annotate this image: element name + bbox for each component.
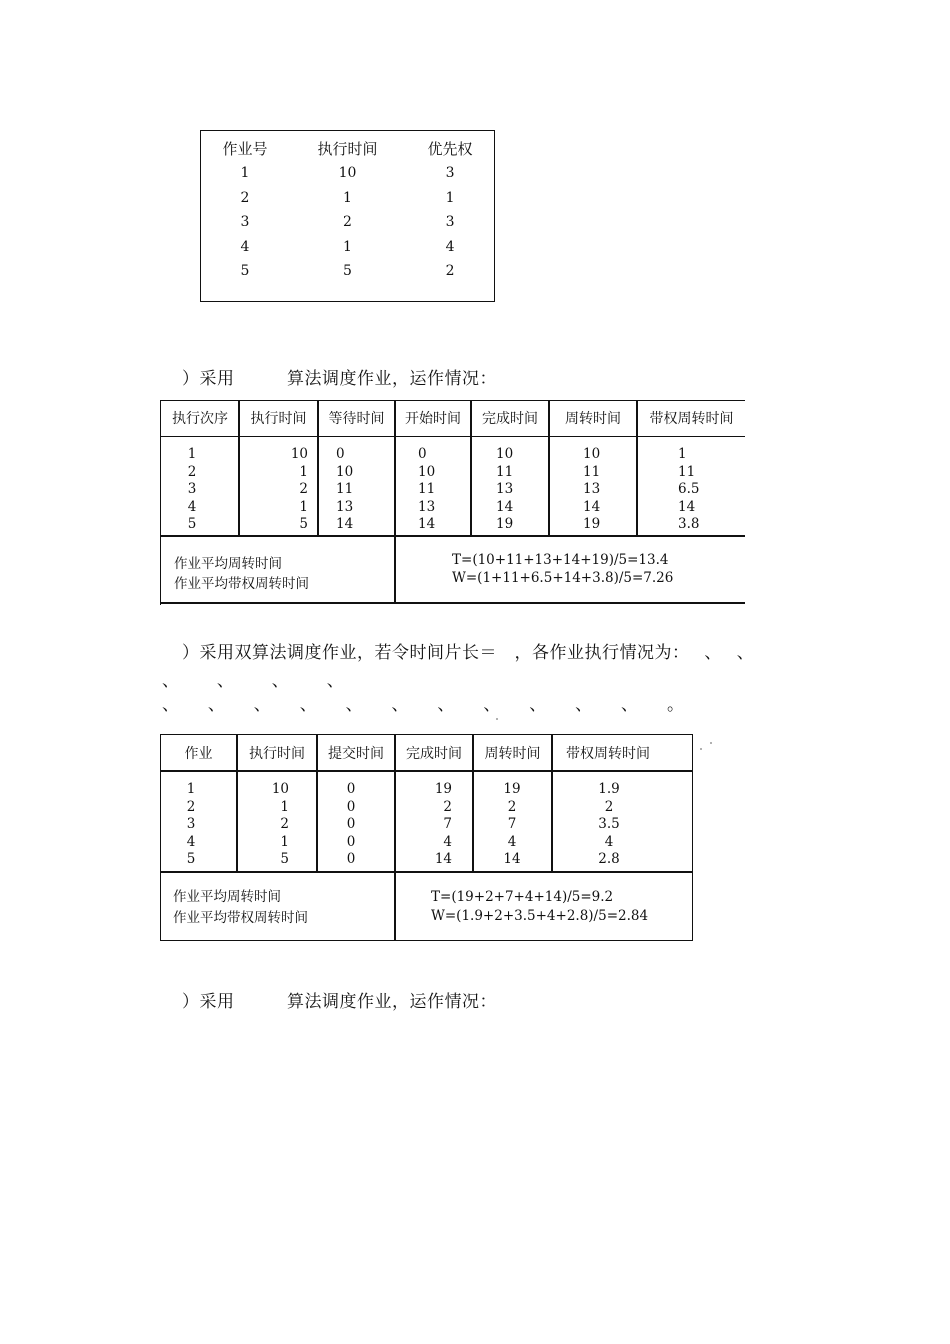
cell: 19 <box>503 781 521 797</box>
column-exec-time <box>249 781 289 869</box>
summary-column-divider <box>394 535 396 603</box>
cell: 5 <box>343 263 352 280</box>
cell: 5 <box>187 516 197 532</box>
cell: 14 <box>496 498 514 515</box>
header-finish-time: 完成时间 <box>406 746 462 762</box>
header-job: 作业 <box>184 746 213 762</box>
cell: 1 <box>678 446 687 462</box>
header-row-divider <box>161 770 692 772</box>
scan-speck <box>496 718 498 720</box>
cell: 4 <box>187 498 197 515</box>
column-finish-time <box>496 446 536 534</box>
header-weighted-turnaround: 带权周转时间 <box>649 411 734 427</box>
cell: 1 <box>343 238 352 255</box>
table-row <box>201 186 494 211</box>
column-exec-time <box>252 446 308 534</box>
column-weighted-turnaround <box>678 446 728 534</box>
header-exec-time: 执行时间 <box>249 746 305 762</box>
cell: 0 <box>346 833 356 850</box>
cell: 4 <box>445 238 455 255</box>
cell: 0 <box>336 446 345 462</box>
cell: 14 <box>336 516 354 532</box>
cell: 0 <box>346 798 356 815</box>
cell: 1 <box>280 798 289 815</box>
column-turnaround-time <box>497 781 527 869</box>
cell: 1 <box>299 463 308 480</box>
cell: 10 <box>271 781 289 797</box>
header-start-time: 开始时间 <box>405 411 461 427</box>
cell: 11 <box>496 463 514 480</box>
header-submit-time: 提交时间 <box>328 746 384 762</box>
scan-speck <box>710 742 712 744</box>
header-finish-time: 完成时间 <box>482 411 538 427</box>
column-weighted-turnaround <box>589 781 629 869</box>
cell: 7 <box>507 816 517 832</box>
cell: 14 <box>418 516 436 532</box>
cell: 10 <box>338 165 357 182</box>
summary-label-avg-weighted: 作业平均带权周转时间 <box>174 576 309 592</box>
cell: 14 <box>503 851 521 867</box>
cell: 2.8 <box>598 851 620 867</box>
cell: 3 <box>186 816 196 832</box>
cell: 11 <box>583 463 601 480</box>
cell: 5 <box>299 516 308 532</box>
cell: 19 <box>583 516 601 532</box>
summary-value-avg-weighted: W=(1+11+6.5+14+3.8)/5=7.26 <box>452 570 674 586</box>
cell: 1.9 <box>598 781 620 797</box>
cell: 1 <box>343 189 352 206</box>
cell: 6.5 <box>678 481 700 497</box>
cell: 2 <box>343 214 352 231</box>
cell: 19 <box>434 781 452 797</box>
header-wait-time: 等待时间 <box>328 411 385 427</box>
table-bottom-border <box>160 602 745 604</box>
cell: 1 <box>187 446 197 462</box>
cell: 3 <box>187 481 197 497</box>
column-exec-order <box>162 446 222 534</box>
cell: 3.5 <box>598 816 620 832</box>
cell: 5 <box>240 263 250 280</box>
paragraph-rr-intro-line1: ）采用双算法调度作业，若令时间片长＝ ，各作业执行情况为： 、 、 <box>182 643 755 663</box>
cell: 0 <box>418 446 427 462</box>
paragraph-rr-intro-line2: 、 、 、 、 <box>162 671 352 691</box>
header-job-id: 作业号 <box>222 139 268 158</box>
cell: 13 <box>418 498 436 515</box>
cell: 3 <box>445 214 455 231</box>
cell: 1 <box>240 165 250 182</box>
cell: 14 <box>434 851 452 867</box>
paragraph-priority-intro: ）采用 算法调度作业，运作情况： <box>182 992 497 1012</box>
cell: 2 <box>240 189 250 206</box>
cell: 2 <box>443 798 452 815</box>
summary-value-avg-turnaround: T=(10+11+13+14+19)/5=13.4 <box>452 552 669 568</box>
cell: 0 <box>346 781 356 797</box>
summary-label-avg-turnaround: 作业平均周转时间 <box>173 889 281 905</box>
cell: 4 <box>240 238 250 255</box>
cell: 2 <box>187 463 197 480</box>
summary-divider <box>160 535 745 537</box>
column-job <box>161 781 221 869</box>
column-start-time <box>418 446 458 534</box>
paragraph-rr-intro-line3: 、 、 、 、 、 、 、 、 、 、 、 。 <box>162 695 689 715</box>
cell: 4 <box>443 833 452 850</box>
summary-value-avg-turnaround: T=(19+2+7+4+14)/5=9.2 <box>431 889 614 905</box>
paragraph-fcfs-intro: ）采用 算法调度作业，运作情况： <box>182 369 497 389</box>
cell: 7 <box>443 816 452 832</box>
summary-value-avg-weighted: W=(1.9+2+3.5+4+2.8)/5=2.84 <box>431 908 649 924</box>
header-exec-time: 执行时间 <box>250 411 307 427</box>
cell: 1 <box>299 498 308 515</box>
cell: 1 <box>445 189 455 206</box>
cell: 10 <box>418 463 436 480</box>
header-priority: 优先权 <box>427 139 473 158</box>
header-turnaround-time: 周转时间 <box>484 746 541 762</box>
summary-label-avg-turnaround: 作业平均周转时间 <box>174 556 282 572</box>
header-weighted-turnaround: 带权周转时间 <box>566 746 650 762</box>
cell: 11 <box>418 481 436 497</box>
cell: 4 <box>186 833 196 850</box>
cell: 11 <box>678 463 696 480</box>
column-wait-time <box>336 446 376 534</box>
cell: 13 <box>496 481 514 497</box>
cell: 14 <box>678 498 696 515</box>
header-exec-order: 执行次序 <box>172 411 228 427</box>
cell: 0 <box>346 851 356 867</box>
cell: 10 <box>336 463 354 480</box>
column-submit-time <box>336 781 366 869</box>
cell: 11 <box>336 481 354 497</box>
cell: 19 <box>496 516 514 532</box>
cell: 2 <box>507 798 517 815</box>
scan-speck <box>700 748 702 750</box>
cell: 4 <box>507 833 517 850</box>
rr-schedule-table <box>160 734 693 941</box>
summary-divider <box>161 871 692 873</box>
cell: 3 <box>240 214 250 231</box>
cell: 13 <box>336 498 354 515</box>
column-finish-time <box>416 781 452 869</box>
cell: 5 <box>186 851 196 867</box>
summary-label-avg-weighted: 作业平均带权周转时间 <box>173 910 308 926</box>
cell: 10 <box>583 446 601 462</box>
cell: 10 <box>496 446 514 462</box>
cell: 2 <box>280 816 289 832</box>
cell: 4 <box>604 833 614 850</box>
cell: 1 <box>186 781 196 797</box>
column-divider <box>394 735 396 940</box>
cell: 2 <box>604 798 614 815</box>
table-row <box>201 235 494 260</box>
column-turnaround-time <box>583 446 623 534</box>
cell: 5 <box>280 851 289 867</box>
cell: 14 <box>583 498 601 515</box>
cell: 2 <box>186 798 196 815</box>
table-row <box>201 161 494 186</box>
header-exec-time: 执行时间 <box>317 139 378 158</box>
job-table-grid <box>201 135 494 284</box>
table-row <box>201 210 494 235</box>
cell: 1 <box>280 833 289 850</box>
table-row <box>201 259 494 284</box>
job-table <box>200 130 495 302</box>
cell: 0 <box>346 816 356 832</box>
cell: 3.8 <box>678 516 700 532</box>
cell: 10 <box>290 446 308 462</box>
cell: 2 <box>299 481 308 497</box>
cell: 2 <box>445 263 455 280</box>
cell: 13 <box>583 481 601 497</box>
fcfs-schedule-table <box>160 400 745 605</box>
cell: 3 <box>445 165 455 182</box>
header-turnaround-time: 周转时间 <box>565 411 621 427</box>
